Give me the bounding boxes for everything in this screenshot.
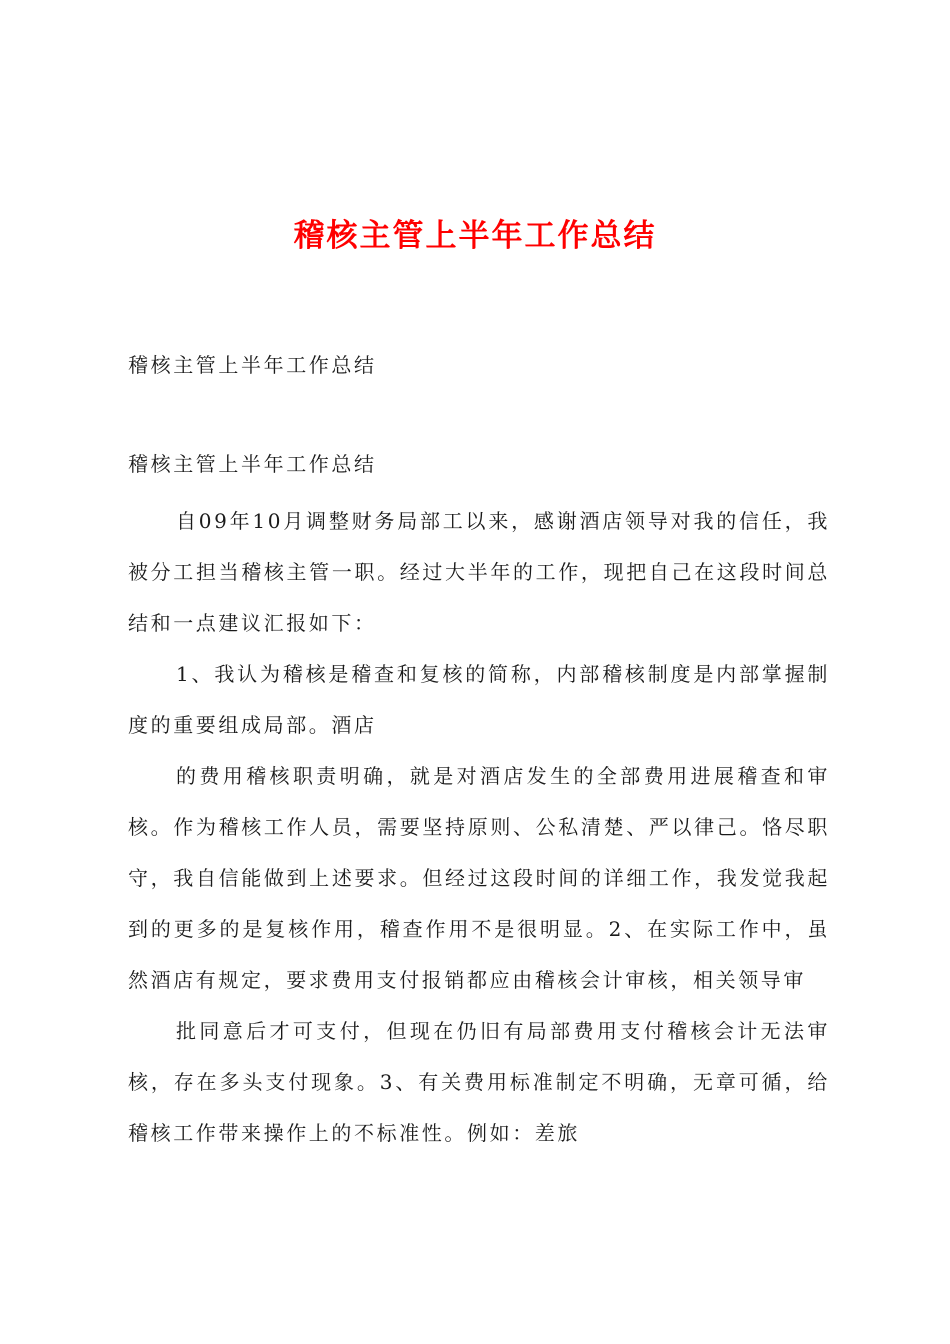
paragraph: 的费用稽核职责明确，就是对酒店发生的全部费用进展稽查和审核。作为稽核工作人员，需要坚持原则、公私清楚、严以律己。恪尽职守，我自信能做到上述要求。但经过这段时间的详细工作，我发觉我起到的更多的是复核作用，稽查作用不是很明显。2、在实际工作中，虽然酒店有规定，要求费用支付报销都应由稽核会计审核，相关领导审 — [128, 764, 830, 992]
subtitle-line: 稽核主管上半年工作总结 — [128, 353, 377, 377]
subtitle-line: 稽核主管上半年工作总结 — [128, 452, 377, 476]
document-title: 稽核主管上半年工作总结 — [293, 218, 657, 254]
document-body — [128, 496, 830, 1159]
paragraph: 1、我认为稽核是稽查和复核的简称，内部稽核制度是内部掌握制度的重要组成局部。酒店 — [128, 662, 830, 737]
paragraph: 自09年10月调整财务局部工以来，感谢酒店领导对我的信任，我被分工担当稽核主管一职。经过大半年的工作，现把自己在这段时间总结和一点建议汇报如下： — [128, 509, 830, 635]
paragraph: 批同意后才可支付，但现在仍旧有局部费用支付稽核会计无法审核，存在多头支付现象。3、有关费用标准制定不明确，无章可循，给稽核工作带来操作上的不标准性。例如：差旅 — [128, 1019, 830, 1145]
